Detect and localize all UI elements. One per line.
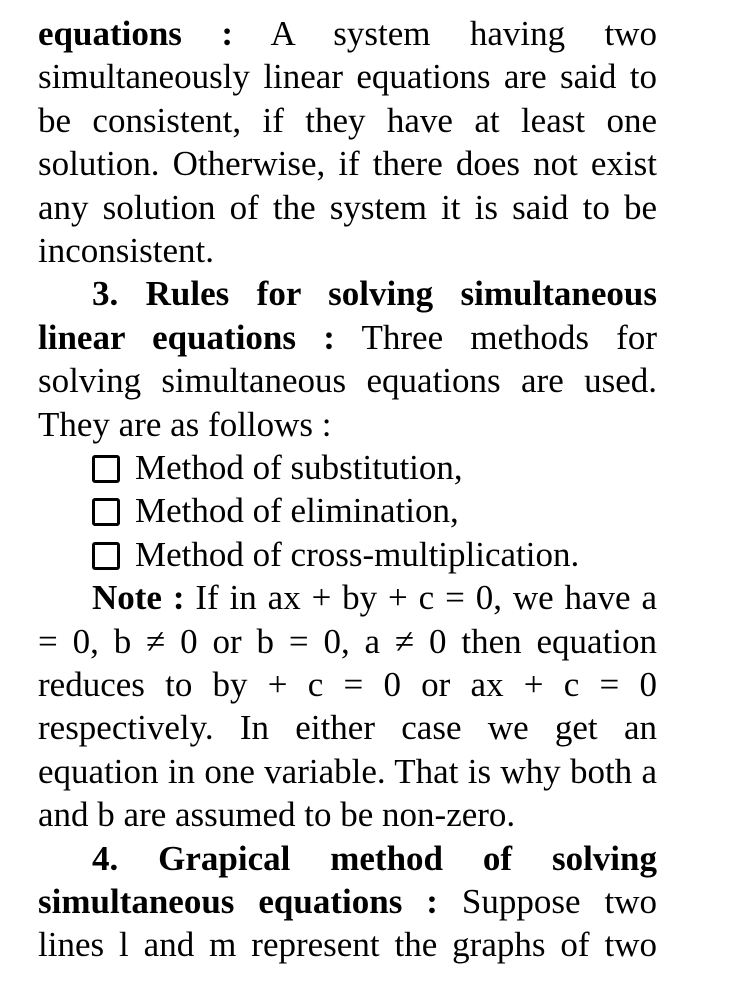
section-4-paragraph xyxy=(38,837,657,967)
method-label: Method of cross-multiplication. xyxy=(135,534,580,574)
paragraph-text: A system having two simultaneously linear equations are said to be consistent, if they have at least one solution. Otherwise, if there does not exist any solution of the system it is said to be inconsistent. xyxy=(38,14,658,271)
checkbox-icon xyxy=(92,542,120,570)
paragraph-lead: equations : xyxy=(38,14,233,53)
list-item xyxy=(92,489,657,532)
checkbox-icon xyxy=(92,498,120,526)
section-3-heading: 3. Rules for solving simultaneous linear equations : xyxy=(38,274,657,357)
method-label: Method of substitution, xyxy=(135,448,463,488)
section-4-text: Suppose two lines l and m represent the graphs of two xyxy=(38,882,658,965)
note-paragraph xyxy=(38,576,657,836)
section-3-paragraph xyxy=(38,272,657,446)
consistency-paragraph xyxy=(38,12,657,272)
method-label: Method of elimination, xyxy=(135,491,459,531)
list-item xyxy=(92,446,657,489)
checkbox-icon xyxy=(92,455,120,483)
note-label: Note : xyxy=(92,578,185,618)
note-text: If in ax + by + c = 0, we have a = 0, b ≠ 0 or b = 0, a ≠ 0 then equation reduces to by + c = 0 or ax + c = 0 respectively. In either case we get an equation in one variable. That is why both a and b are assumed to be non-zero. xyxy=(38,578,657,835)
list-item xyxy=(92,533,657,576)
section-4-heading: 4. Grapical method of solving simultaneous equations : xyxy=(38,838,657,922)
methods-list xyxy=(38,446,657,576)
section-3-text: Three methods for solving simultaneous equations are used. They are as follows : xyxy=(38,317,657,444)
